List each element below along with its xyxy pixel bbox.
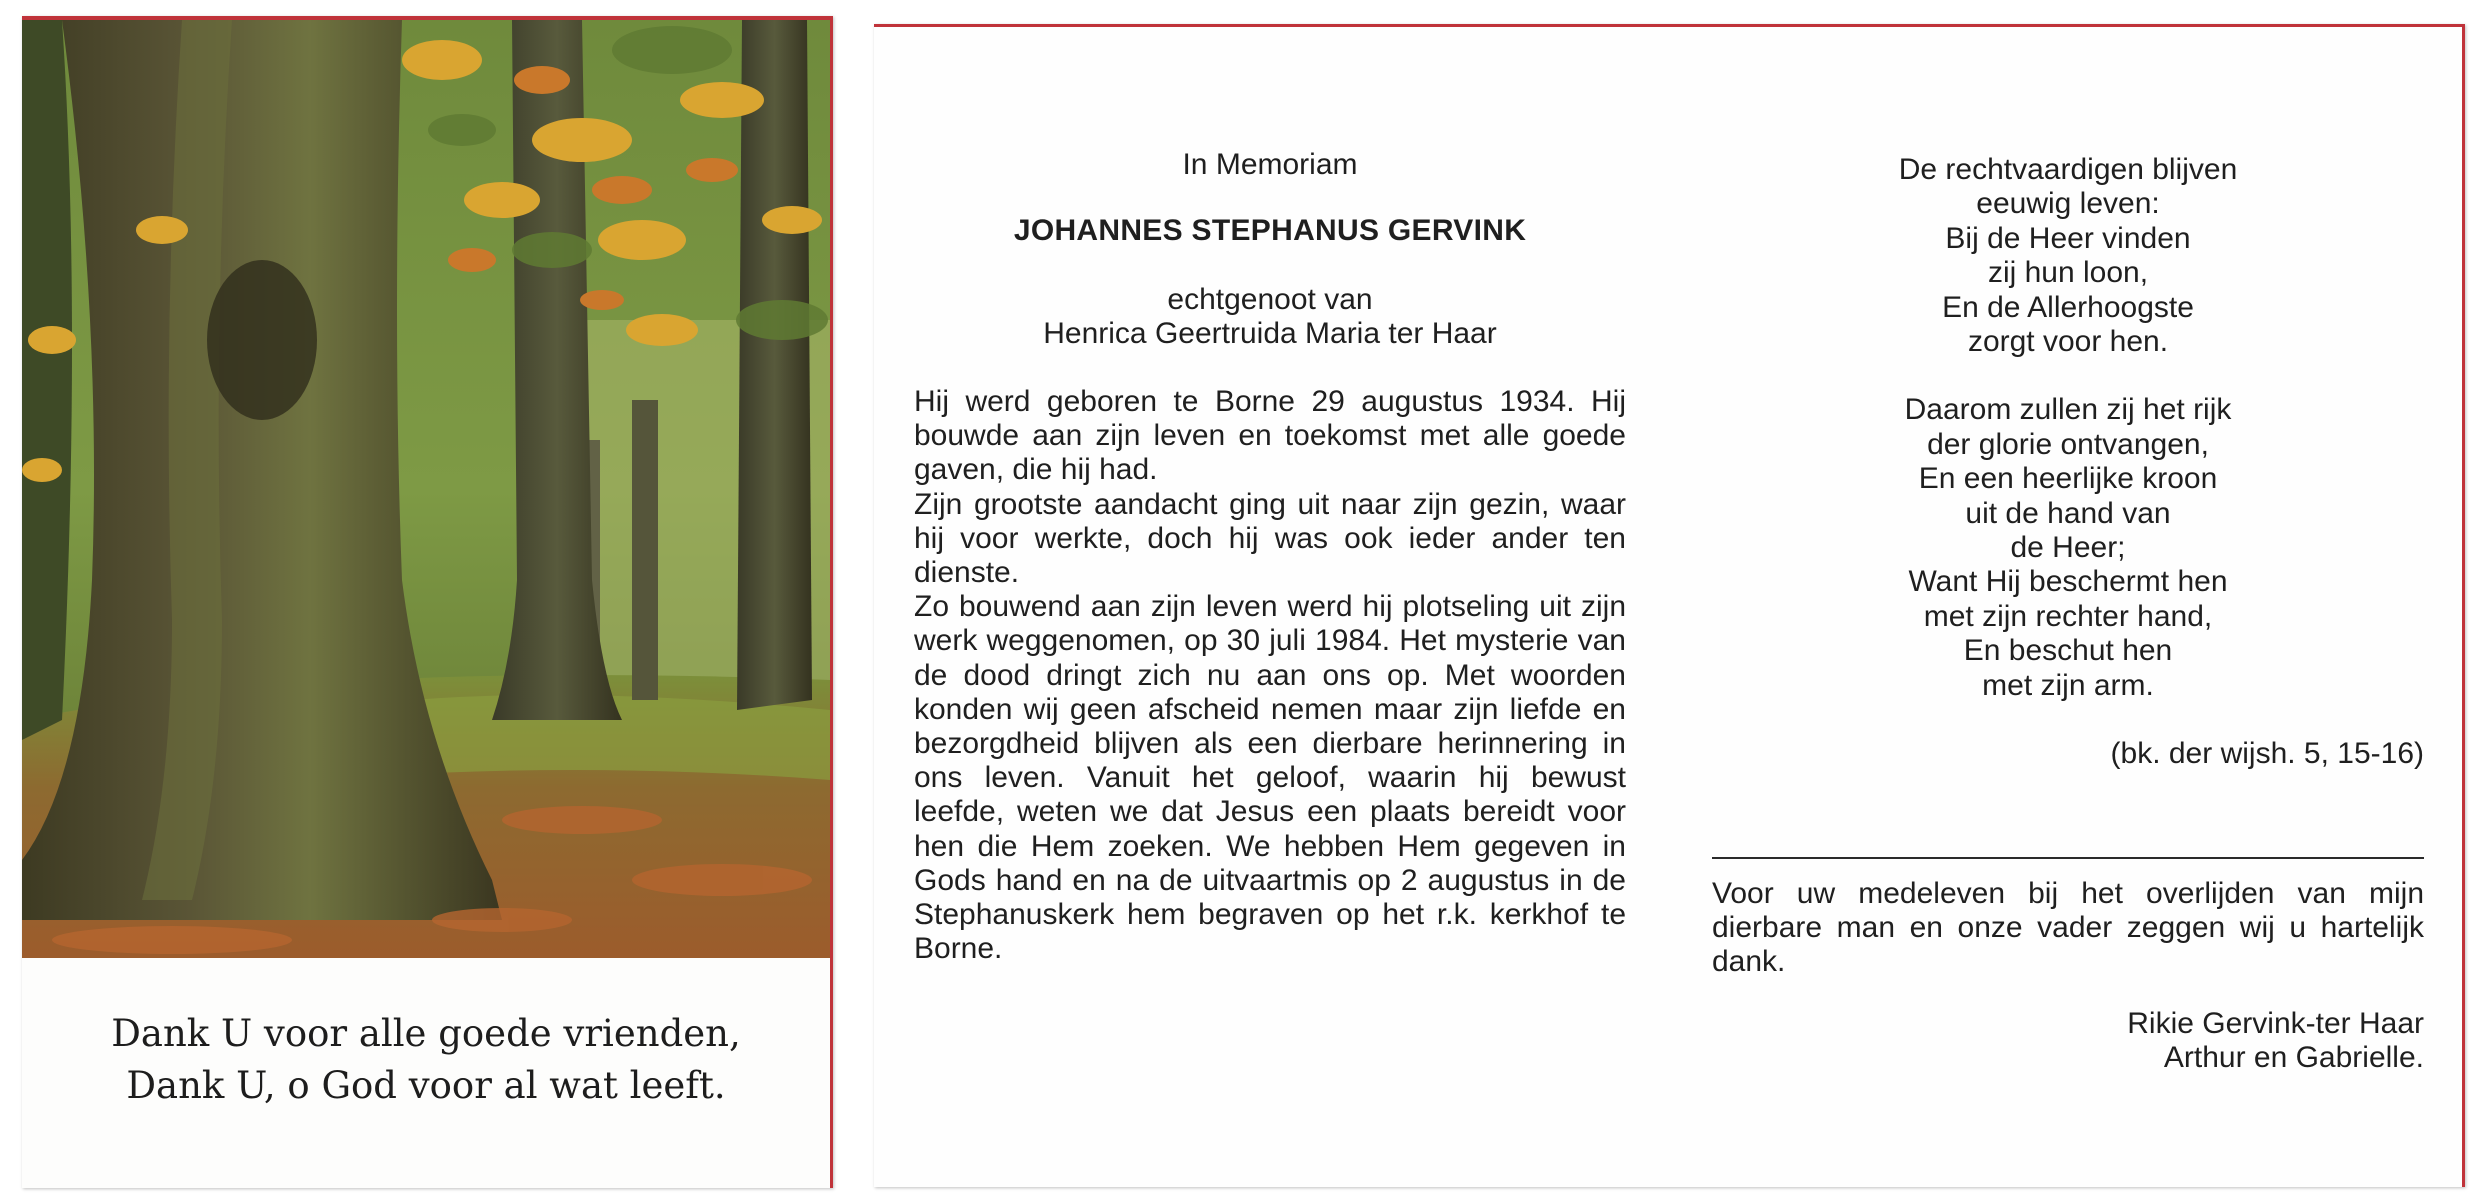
deceased-name: JOHANNES STEPHANUS GERVINK xyxy=(1013,214,1527,247)
poem-line: der glorie ontvangen, xyxy=(1927,427,2209,461)
memorial-card-front xyxy=(22,16,833,1188)
spouse-name: Henrica Geertruida Maria ter Haar xyxy=(1043,317,1497,350)
poem-line: met zijn rechter hand, xyxy=(1923,599,2213,633)
divider-line xyxy=(1712,857,2424,859)
poem-line: eeuwig leven: xyxy=(1976,187,2160,221)
spouse-label: echtgenoot van xyxy=(1167,283,1373,316)
poem-line: En de Allerhoogste xyxy=(1942,290,2194,324)
thank-you-text: Voor uw medeleven bij het overlijden van mijn dierbare man en onze vader zeggen wij u hartelijk dank. xyxy=(1712,877,2424,979)
poem-column xyxy=(1712,153,2424,771)
obituary-column xyxy=(914,147,1626,966)
signature-block xyxy=(1712,1007,2424,1075)
scripture-citation: (bk. der wijsh. 5, 15-16) xyxy=(2110,737,2424,771)
memorial-card-inside xyxy=(874,24,2465,1187)
signature-line-2: Arthur en Gabrielle. xyxy=(2163,1041,2424,1074)
autumn-trees-photo xyxy=(22,20,830,958)
spouse-block xyxy=(914,283,1626,351)
poem-line: Bij de Heer vinden xyxy=(1945,221,2191,255)
biography xyxy=(914,385,1626,966)
stanza-gap xyxy=(1712,359,2424,393)
poem-line: uit de hand van xyxy=(1965,496,2171,530)
caption-line-1: Dank U voor alle goede vrienden, xyxy=(111,1012,741,1055)
biography-paragraph-1: Hij werd geboren te Borne 29 augustus 1934. Hij bouwde aan zijn leven en toekomst met alle goede gaven, die hij had. xyxy=(914,385,1626,487)
biography-paragraph-3: Zo bouwend aan zijn leven werd hij plotseling uit zijn werk weggenomen, op 30 juli 1984. Het mysterie van de dood dringt zich nu aan ons op. Met woorden konden wij geen afscheid nemen maar zijn liefde en bezorgdheid blijven als een dierbare herinnering in ons leven. Vanuit het geloof, waarin hij bewust leefde, weten we dat Jesus een plaats bereidt voor hen die Hem zoeken. We hebben Hem gegeven in Gods hand en na de uitvaartmis op 2 augustus in de Stephanuskerk hem begraven op het r.k. kerkhof te Borne. xyxy=(914,590,1626,966)
poem-line: zorgt voor hen. xyxy=(1967,325,2169,359)
poem-line: De rechtvaardigen blijven xyxy=(1898,153,2238,186)
poem-line: En beschut hen xyxy=(1963,634,2173,668)
poem-line: En een heerlijke kroon xyxy=(1918,462,2218,496)
in-memoriam-heading: In Memoriam xyxy=(1182,148,1358,181)
biography-paragraph-2: Zijn grootste aandacht ging uit naar zijn gezin, waar hij voor werkte, doch hij was ook ieder ander ten dienste. xyxy=(914,487,1626,590)
poem xyxy=(1712,153,2424,703)
poem-line: Daarom zullen zij het rijk xyxy=(1904,393,2232,427)
caption-line-2: Dank U, o God voor al wat leeft. xyxy=(126,1064,726,1107)
poem-line: met zijn arm. xyxy=(1982,668,2154,702)
caption-verse xyxy=(22,958,830,1188)
poem-line: zij hun loon, xyxy=(1987,256,2149,290)
signature-line-1: Rikie Gervink-ter Haar xyxy=(2127,1007,2424,1040)
poem-line: de Heer; xyxy=(2010,531,2126,565)
poem-line: Want Hij beschermt hen xyxy=(1908,565,2228,599)
